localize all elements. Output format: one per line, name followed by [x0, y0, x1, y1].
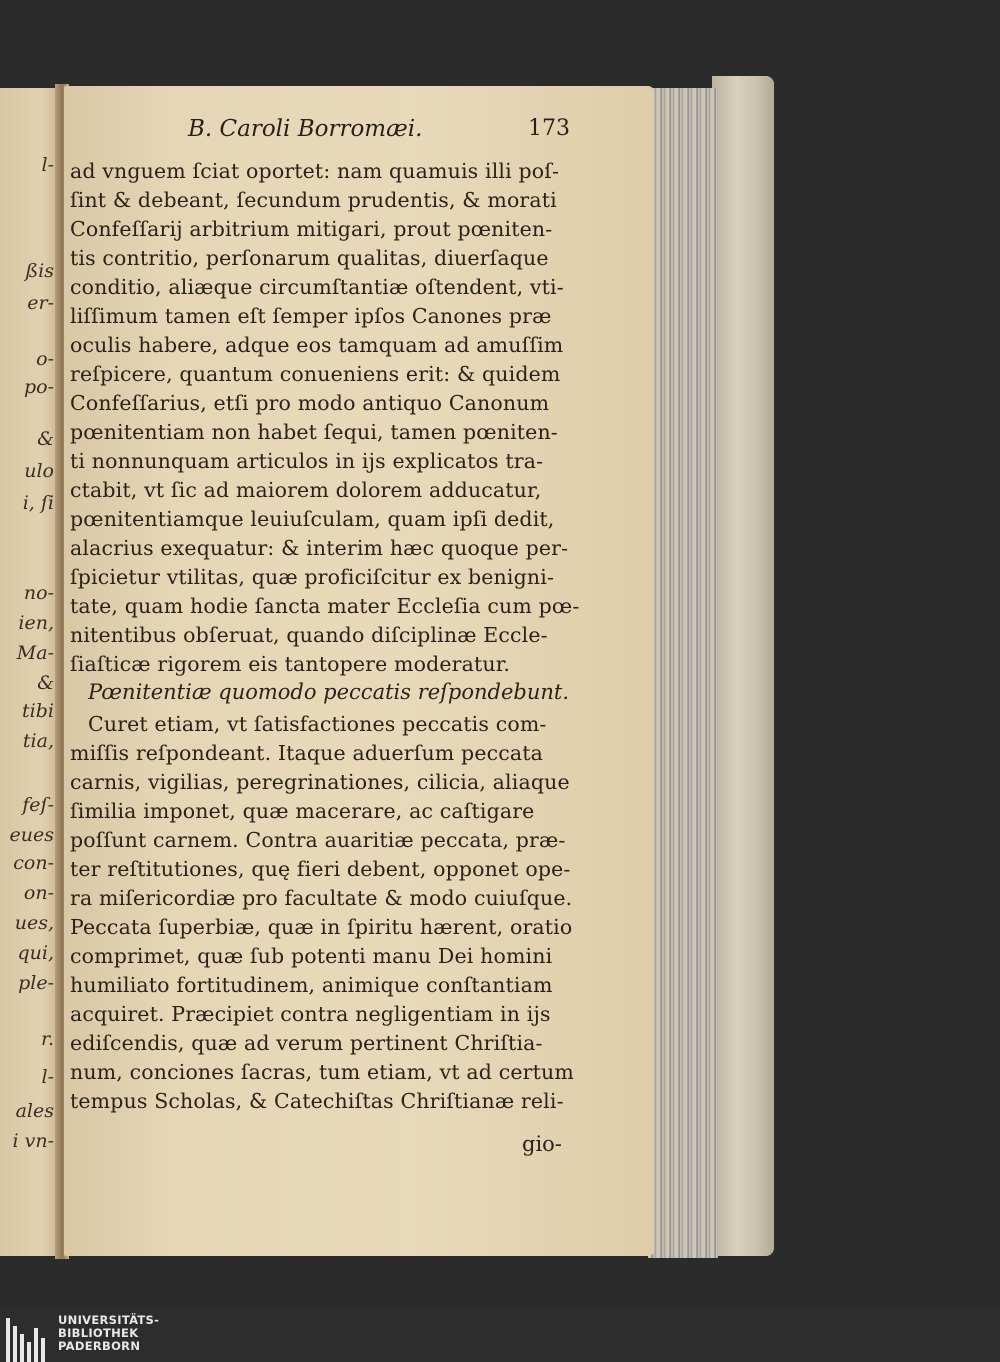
text-line: ti nonnunquam articulos in ijs explicatos tra-: [70, 449, 544, 473]
book-cover-edge: [712, 76, 774, 1256]
text-line: ter reſtitutiones, quę fieri debent, opponet ope-: [70, 857, 571, 881]
left-page-fragment: tibi: [22, 702, 54, 721]
text-line: ſint & debeant, ſecundum prudentis, & morati: [70, 188, 557, 212]
catchword: gio-: [522, 1132, 562, 1156]
library-name-line: UNIVERSITÄTS-: [58, 1313, 160, 1327]
left-page-fragment: l-: [41, 156, 54, 175]
left-page-fragment: ales: [15, 1102, 54, 1121]
library-name-line: PADERBORN: [58, 1339, 141, 1353]
left-page-fragment: po-: [23, 378, 54, 397]
text-line: ediſcendis, quæ ad verum pertinent Chriſtia-: [70, 1031, 543, 1055]
left-page-fragment: Ma-: [16, 644, 54, 663]
text-line: Confeſſarius, etſi pro modo antiquo Canonum: [70, 391, 550, 415]
text-line: acquiret. Præcipiet contra negligentiam in ijs: [70, 1002, 551, 1026]
text-line: tempus Scholas, & Catechiſtas Chriſtianæ reli-: [70, 1089, 564, 1113]
text-line: ad vnguem ſciat oportet: nam quamuis illi poſ-: [70, 159, 560, 183]
text-line: ctabit, vt ſic ad maiorem dolorem adducatur,: [70, 478, 542, 502]
left-page-fragment: on-: [23, 884, 54, 903]
left-page-fragment: no-: [23, 584, 54, 603]
left-page-fragment: r.: [40, 1030, 54, 1049]
text-line: nitentibus obſeruat, quando diſciplinæ Eccle-: [70, 623, 548, 647]
text-line: reſpicere, quantum conueniens erit: & quidem: [70, 362, 561, 386]
left-page-fragment: qui,: [17, 944, 54, 963]
left-page-fragment: i vn-: [12, 1132, 54, 1151]
text-line: ſpicietur vtilitas, quæ proficiſcitur ex benigni-: [70, 565, 555, 589]
text-line: pœnitentiam non habet ſequi, tamen pœniten-: [70, 420, 558, 444]
text-line: ra miſericordiæ pro facultate & modo cuiuſque.: [70, 886, 573, 910]
text-line: humiliato fortitudinem, animique conſtantiam: [70, 973, 553, 997]
text-line: Curet etiam, vt ſatisfactiones peccatis com-: [88, 712, 547, 736]
left-page-fragment: ues,: [14, 914, 54, 933]
text-line: conditio, aliæque circumſtantiæ oſtendent, vti-: [70, 275, 564, 299]
text-line: ſimilia imponet, quæ macerare, ac caſtigare: [70, 799, 535, 823]
left-page-fragment: er-: [27, 294, 54, 313]
left-page-fragment: &: [37, 430, 54, 449]
left-page-fragment: con-: [13, 854, 54, 873]
left-page-fragment: i, ſi: [22, 494, 54, 513]
page-number: 173: [528, 116, 570, 141]
text-line: comprimet, quæ ſub potenti manu Dei homini: [70, 944, 553, 968]
text-line: miſſis reſpondeant. Itaque aduerſum peccata: [70, 741, 544, 765]
text-line: tate, quam hodie ſancta mater Eccleſia cum pœ-: [70, 594, 580, 618]
running-head: B. Caroli Borromæi.: [188, 116, 423, 142]
text-line: oculis habere, adque eos tamquam ad amuſſim: [70, 333, 564, 357]
text-line: Confeſſarij arbitrium mitigari, prout pœniten-: [70, 217, 553, 241]
text-line: alacrius exequatur: & interim hæc quoque per-: [70, 536, 569, 560]
text-line: ſiaſticæ rigorem eis tantopere moderatur.: [70, 652, 511, 676]
library-name: [58, 1314, 258, 1353]
text-line: carnis, vigilias, peregrinationes, cilicia, aliaque: [70, 770, 570, 794]
left-page-fragment: ulo: [24, 462, 54, 481]
page-fore-edge: [648, 88, 718, 1258]
university-library-logo-icon: [6, 1318, 50, 1362]
left-page-fragment: tia,: [22, 732, 54, 751]
text-line: tis contritio, perſonarum qualitas, diuerſaque: [70, 246, 549, 270]
section-heading: Pœnitentiæ quomodo peccatis reſpondebunt.: [88, 680, 570, 704]
left-page-fragment: ple-: [18, 974, 54, 993]
text-line: num, conciones ſacras, tum etiam, vt ad certum: [70, 1060, 574, 1084]
footer-bar: [0, 1310, 1000, 1362]
text-line: poſſunt carnem. Contra auaritiæ peccata, præ-: [70, 828, 566, 852]
library-name-line: BIBLIOTHEK: [58, 1326, 139, 1340]
left-page-fragment: feſ-: [22, 796, 54, 815]
left-page-fragment: l-: [41, 1068, 54, 1087]
left-page-fragment: o-: [36, 350, 54, 369]
left-page-fragment: ßis: [25, 262, 54, 281]
text-line: Peccata ſuperbiæ, quæ in ſpiritu hærent, oratio: [70, 915, 573, 939]
left-page-fragment: &: [37, 674, 54, 693]
text-line: pœnitentiamque leuiuſculam, quam ipſi dedit,: [70, 507, 555, 531]
left-page: [0, 88, 60, 1256]
left-page-fragment: eues: [9, 826, 54, 845]
left-page-fragment: ien,: [18, 614, 54, 633]
text-line: liſſimum tamen eſt ſemper ipſos Canones præ: [70, 304, 552, 328]
